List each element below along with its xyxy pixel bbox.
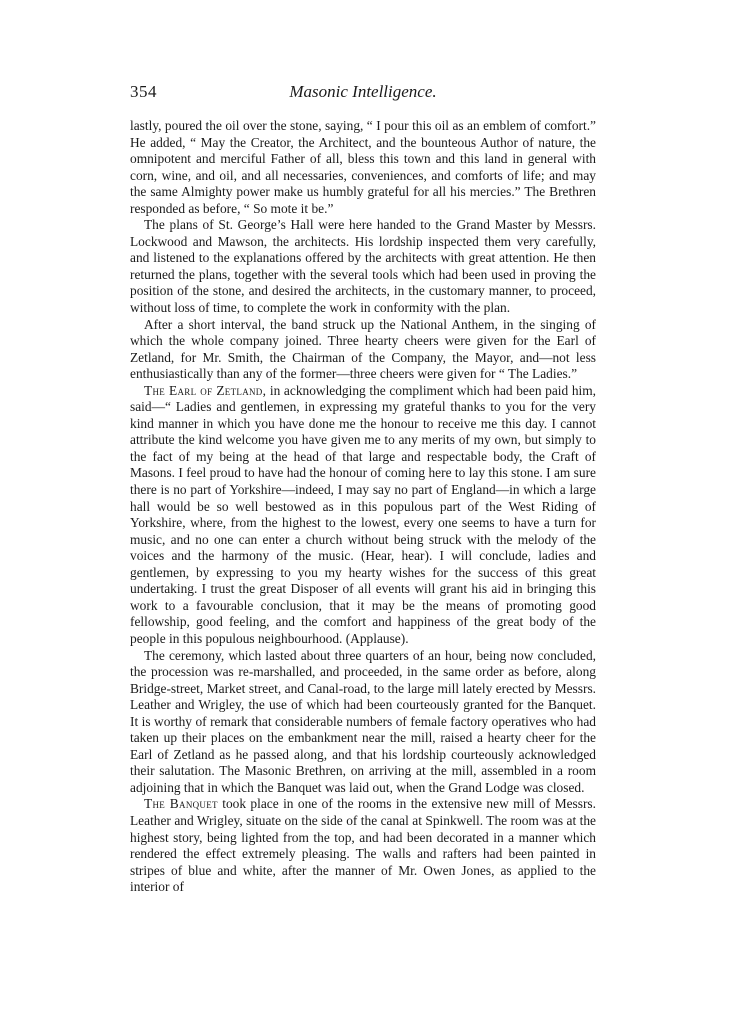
paragraph-text: in acknowledging the compliment which had been paid him, said—“ Ladies and gentlemen, in expressing my grateful thanks to you for the very kind manner in which you have done me the honour to receive me this day. I cannot attribute the kind welcome you have given me to any merits of my own, but simply to the fact of my being at the head of that large and respectable body, the Craft of Masons. I feel proud to have had the honour of coming here to lay this stone. I am sure there is no part of Yorkshire—indeed, I may say no part of England—in which a large hall would be so well bestowed as in this populous part of the West Riding of Yorkshire, where, from the highest to the lowest, every one seems to have a turn for music, and no one can enter a church without being struck with the melody of the voices and the harmony of the music. (Hear, hear). I will conclude, ladies and gentlemen, by expressing to you my hearty wishes for the success of this great undertaking. I trust the great Disposer of all events will grant his aid in bringing this work to a favourable conclusion, that it may be the means of promoting good fellowship, good feeling, and the comfort and happiness of the great body of the people in this populous neighbourhood. (Applause). (130, 382, 596, 646)
paragraph-text: The plans of St. George’s Hall were here handed to the Grand Master by Messrs. Lockwood and Mawson, the architects. His lordship inspected them very carefully, and listened to the explanations offered by the architects with great attention. He then returned the plans, together with the several tools which had been used in proving the position of the stone, and desired the architects, in the customary manner, to proceed, without loss of time, to complete the work in conformity with the plan. (130, 217, 596, 316)
body-text (130, 118, 596, 896)
paragraph-text: The ceremony, which lasted about three quarters of an hour, being now concluded, the procession was re-marshalled, and proceeded, in the same order as before, along Bridge-street, Market street, and Canal-road, to the large mill lately erected by Messrs. Leather and Wrigley, the use of which had been courteously granted for the Banquet. It is worthy of remark that considerable numbers of female factory operatives who had taken up their places on the embankment near the mill, raised a hearty cheer for the Earl of Zetland as he passed along, and that his lordship courteously acknowledged their salutation. The Masonic Brethren, on arriving at the mill, assembled in a room adjoining that in which the Banquet was laid out, when the Grand Lodge was closed. (130, 647, 596, 795)
paragraph-plans (130, 217, 596, 316)
document-page (130, 82, 596, 896)
paragraph-lead: The Earl of Zetland, (144, 382, 267, 398)
paragraph-text: took place in one of the rooms in the extensive new mill of Messrs. Leather and Wrigley, situate on the side of the canal at Spinkwell. The room was at the highest story, being lighted from the top, and had been decorated in a manner which rendered the effect extremely pleasing. The walls and rafters had been painted in stripes of blue and white, after the manner of Mr. Owen Jones, as applied to the interior of (130, 796, 596, 895)
paragraph-text: After a short interval, the band struck up the National Anthem, in the singing of which the whole company joined. Three hearty cheers were given for the Earl of Zetland, for Mr. Smith, the Chairman of the Company, the Mayor, and—not less enthusiastically than any of the former—three cheers were given for “ The Ladies.” (130, 316, 596, 382)
paragraph-banquet (130, 796, 596, 895)
paragraph-procession (130, 648, 596, 797)
paragraph-text: lastly, poured the oil over the stone, saying, “ I pour this oil as an emblem of comfort.” He added, “ May the Creator, the Architect, and the bounteous Author of nature, the omnipotent and merciful Father of all, bless this town and this land in general with corn, wine, and oil, and all necessaries, conveniences, and comforts of life; and may the same Almighty power make us humbly grateful for all his mercies.” The Brethren responded as before, “ So mote it be.” (130, 118, 596, 216)
paragraph-anthem (130, 317, 596, 383)
page-number: 354 (130, 82, 157, 101)
running-title: Masonic Intelligence. (289, 82, 437, 101)
running-head (130, 82, 596, 112)
paragraph-oil-ceremony (130, 118, 596, 217)
paragraph-lead: The Banquet (144, 796, 218, 812)
paragraph-earl-speech (130, 383, 596, 648)
